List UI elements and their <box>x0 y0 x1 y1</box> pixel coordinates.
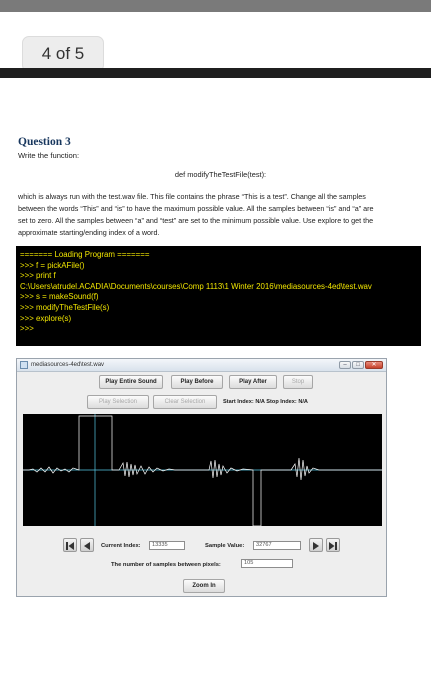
console-line: >>> explore(s) <box>20 313 72 323</box>
stop-button[interactable]: Stop <box>283 375 313 389</box>
waveform-graphic <box>23 414 382 526</box>
samples-between-pixels-field[interactable]: 105 <box>241 559 293 568</box>
maximize-icon[interactable]: □ <box>352 361 364 369</box>
play-entire-sound-button[interactable]: Play Entire Sound <box>99 375 163 389</box>
zoom-in-button[interactable]: Zoom In <box>183 579 225 593</box>
question-subtitle: Write the function: <box>18 151 80 160</box>
step-back-icon[interactable] <box>80 538 94 552</box>
page-counter[interactable]: 4 of 5 <box>22 36 104 72</box>
console-line: >>> modifyTheTestFile(s) <box>20 302 110 312</box>
current-index-label: Current Index: <box>101 543 141 549</box>
sample-value-field[interactable]: 32767 <box>253 541 301 550</box>
play-before-button[interactable]: Play Before <box>171 375 223 389</box>
jump-start-icon[interactable] <box>63 538 77 552</box>
window-title: mediasources-4ed\test.wav <box>31 362 105 368</box>
minimize-icon[interactable]: – <box>339 361 351 369</box>
console-line: >>> s = makeSound(f) <box>20 292 99 302</box>
console-output <box>16 246 421 346</box>
console-line: >>> <box>20 324 34 334</box>
top-bar <box>0 0 431 12</box>
play-selection-button[interactable]: Play Selection <box>87 395 149 409</box>
sample-value-label: Sample Value: <box>205 543 245 549</box>
console-line: >>> f = pickAFile() <box>20 260 85 270</box>
play-after-button[interactable]: Play After <box>229 375 277 389</box>
question-paragraph: which is always run with the test.wav file. This file contains the phrase “This is a test”. Change all the samples between the words “This” and “is” to have the maximum possible value. All the samples between “is” and “a” are set to zero. All the samples between “a” and “test” are set to the minimum possible value. Use explore to get the approximate starting/ending index of a word. <box>18 192 374 237</box>
app-icon <box>20 361 28 369</box>
selection-index-info: Start Index: N/A Stop Index: N/A <box>223 399 308 405</box>
clear-selection-button[interactable]: Clear Selection <box>153 395 217 409</box>
waveform-trace <box>23 416 382 526</box>
divider-bar <box>0 68 431 78</box>
question-title: Question 3 <box>18 136 71 148</box>
step-forward-icon[interactable] <box>309 538 323 552</box>
console-line: ======= Loading Program ======= <box>20 250 150 259</box>
close-icon[interactable]: ✕ <box>365 361 383 369</box>
function-definition: def modifyTheTestFile(test): <box>174 170 267 179</box>
window-titlebar[interactable] <box>17 359 386 372</box>
current-index-field[interactable]: 13335 <box>149 541 185 550</box>
samples-between-pixels-label: The number of samples between pixels: <box>111 562 221 568</box>
jump-end-icon[interactable] <box>326 538 340 552</box>
console-line: >>> print f <box>20 271 56 281</box>
waveform-panel[interactable] <box>23 414 382 526</box>
console-line: C:\Users\atrudel.ACADIA\Documents\courses\Comp 1113\1 Winter 2016\mediasources-4ed\test.wav <box>20 281 372 291</box>
sound-explorer-window <box>16 358 387 597</box>
